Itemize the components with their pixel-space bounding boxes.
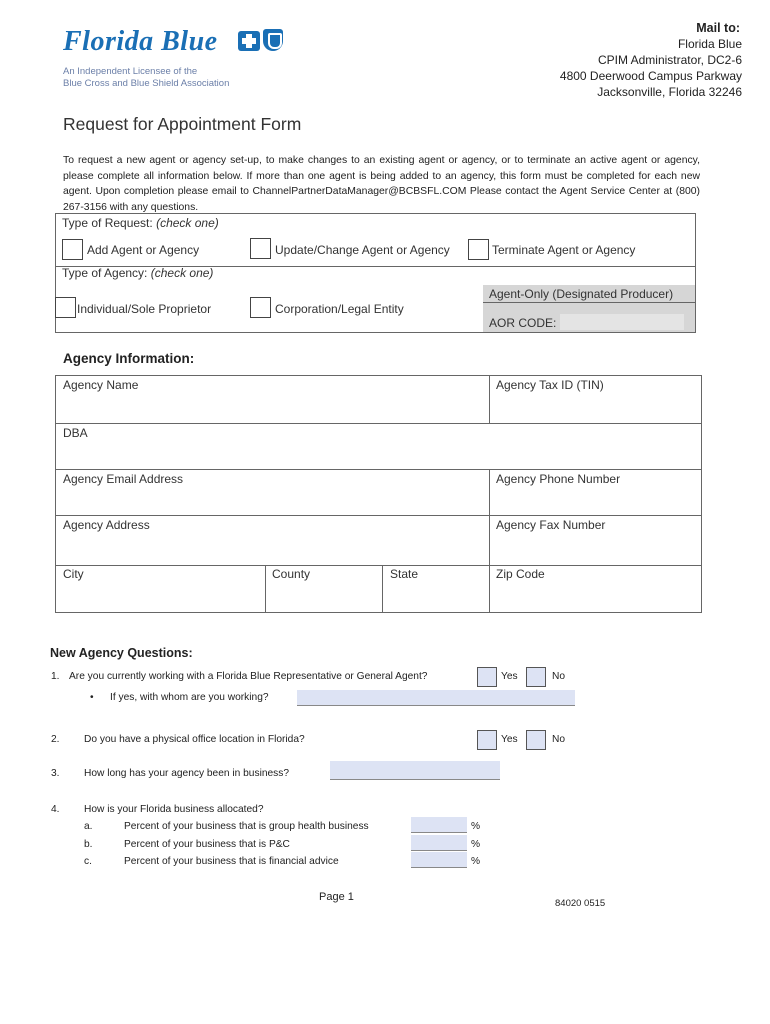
divider xyxy=(489,375,490,424)
q1-no-label: No xyxy=(552,671,566,682)
question-3-text: How long has your agency been in business? xyxy=(84,768,290,779)
divider xyxy=(55,515,702,516)
question-number: 3. xyxy=(51,768,60,779)
mail-to-address xyxy=(560,20,742,100)
form-title: Request for Appointment Form xyxy=(63,114,302,134)
type-of-request-label xyxy=(62,216,219,230)
q2-yes-checkbox[interactable] xyxy=(477,730,497,750)
agency-information-heading: Agency Information: xyxy=(63,351,195,366)
agency-fax-field[interactable]: Agency Fax Number xyxy=(496,518,606,532)
check-one-hint: (check one) xyxy=(150,266,214,280)
group-health-percent-label: Percent of your business that is group health business xyxy=(124,821,369,832)
update-agent-checkbox[interactable] xyxy=(250,238,271,259)
intro-paragraph: To request a new agent or agency set-up, to make changes to an existing agent or agency, or to terminate an active agent or agency, please complete all information below. If more than one agent is being added to an agency, this form must be completed for each new agent. Upon completion please email to ChannelPartnerDataManager@BCBSFL.COM Please contact the Agent Service Center at (800) 267-3156 with any questions. xyxy=(63,155,700,213)
question-number: 2. xyxy=(51,734,60,745)
years-in-business-input[interactable] xyxy=(330,761,500,780)
question-1-sub-text: If yes, with whom are you working? xyxy=(110,692,269,703)
sub-item-letter: c. xyxy=(84,856,92,867)
corporation-checkbox[interactable] xyxy=(250,297,271,318)
agency-phone-field[interactable]: Agency Phone Number xyxy=(496,472,621,486)
divider xyxy=(489,469,490,613)
group-health-percent-input[interactable] xyxy=(411,817,467,833)
agency-address-field[interactable]: Agency Address xyxy=(63,518,150,532)
check-one-hint: (check one) xyxy=(156,216,219,230)
percent-sign: % xyxy=(471,821,481,832)
logo-wordmark: Florida Blue xyxy=(63,26,218,57)
percent-sign: % xyxy=(471,839,481,850)
logo-subtitle xyxy=(63,66,229,90)
agency-information-table xyxy=(55,375,702,613)
question-4-text: How is your Florida business allocated? xyxy=(84,804,264,815)
bullet: • xyxy=(90,692,94,703)
blue-shield-icon xyxy=(263,29,283,51)
question-2-text: Do you have a physical office location in Florida? xyxy=(84,734,305,745)
county-field[interactable]: County xyxy=(272,567,311,581)
percent-sign: % xyxy=(471,856,481,867)
mail-to-heading: Mail to: xyxy=(696,21,740,35)
q1-yes-label: Yes xyxy=(501,671,518,682)
logo-subtitle-line-1: An Independent Licensee of the xyxy=(63,66,198,77)
q1-no-checkbox[interactable] xyxy=(526,667,546,687)
page-number: Page 1 xyxy=(319,891,354,903)
add-agent-checkbox[interactable] xyxy=(62,239,83,260)
agency-name-field[interactable]: Agency Name xyxy=(63,378,139,392)
zip-code-field[interactable]: Zip Code xyxy=(496,567,545,581)
q2-yes-label: Yes xyxy=(501,734,518,745)
financial-advice-percent-label: Percent of your business that is financial advice xyxy=(124,856,339,867)
agency-email-field[interactable]: Agency Email Address xyxy=(63,472,184,486)
question-1-text: Are you currently working with a Florida Blue Representative or General Agent? xyxy=(69,671,428,682)
individual-checkbox[interactable] xyxy=(55,297,76,318)
divider xyxy=(55,565,702,566)
divider xyxy=(55,423,702,424)
mail-line: 4800 Deerwood Campus Parkway xyxy=(559,69,742,83)
type-of-agency-text: Type of Agency: xyxy=(62,266,148,280)
state-field[interactable]: State xyxy=(390,567,419,581)
divider xyxy=(382,565,383,613)
mail-line: Florida Blue xyxy=(677,37,742,51)
update-agent-label: Update/Change Agent or Agency xyxy=(275,243,450,257)
new-agency-questions-heading: New Agency Questions: xyxy=(50,646,193,660)
mail-line: Jacksonville, Florida 32246 xyxy=(597,85,742,99)
divider xyxy=(265,565,266,613)
dba-field[interactable]: DBA xyxy=(63,426,88,440)
question-number: 4. xyxy=(51,804,60,815)
type-of-agency-label xyxy=(62,266,213,280)
blue-cross-icon xyxy=(238,31,260,51)
agent-only-label: Agent-Only (Designated Producer) xyxy=(489,287,674,301)
terminate-agent-checkbox[interactable] xyxy=(468,239,489,260)
sub-item-letter: b. xyxy=(84,839,93,850)
individual-label: Individual/Sole Proprietor xyxy=(77,302,212,316)
logo-subtitle-line-2: Blue Cross and Blue Shield Association xyxy=(63,78,230,89)
divider xyxy=(55,469,702,470)
corporation-label: Corporation/Legal Entity xyxy=(275,302,404,316)
divider xyxy=(483,302,695,303)
question-number: 1. xyxy=(51,671,60,682)
type-of-request-text: Type of Request: xyxy=(62,216,153,230)
pc-percent-input[interactable] xyxy=(411,835,467,851)
aor-code-input[interactable] xyxy=(560,314,684,330)
mail-line: CPIM Administrator, DC2-6 xyxy=(597,53,742,67)
aor-code-label: AOR CODE: xyxy=(489,316,557,330)
working-with-input[interactable] xyxy=(297,690,575,706)
sub-item-letter: a. xyxy=(84,821,93,832)
form-code: 84020 0515 xyxy=(555,898,606,909)
q2-no-label: No xyxy=(552,734,566,745)
city-field[interactable]: City xyxy=(63,567,84,581)
pc-percent-label: Percent of your business that is P&C xyxy=(124,839,290,850)
add-agent-label: Add Agent or Agency xyxy=(87,243,200,257)
agency-tax-id-field[interactable]: Agency Tax ID (TIN) xyxy=(496,378,604,392)
financial-advice-percent-input[interactable] xyxy=(411,852,467,868)
q1-yes-checkbox[interactable] xyxy=(477,667,497,687)
terminate-agent-label: Terminate Agent or Agency xyxy=(492,243,636,257)
q2-no-checkbox[interactable] xyxy=(526,730,546,750)
